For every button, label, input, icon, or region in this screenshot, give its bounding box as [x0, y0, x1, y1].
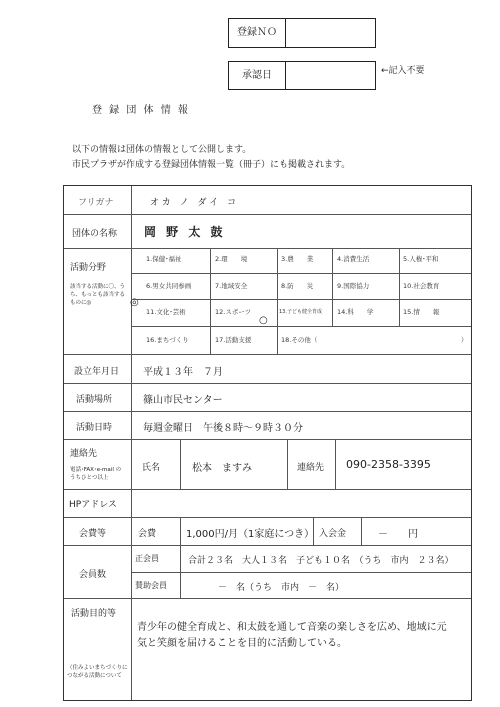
field-18-close: ）: [461, 336, 468, 344]
contact-note: 電話･FAX･e-mail のうちひとつ以上: [70, 467, 122, 481]
founded-value[interactable]: 平成１３年 ７月: [143, 367, 223, 378]
schedule-label: 活動日時: [76, 423, 113, 433]
field-grid: [131, 248, 471, 354]
place-value[interactable]: 篠山市民センター: [143, 395, 223, 406]
purpose-value-line-2[interactable]: 気と笑顔を届けることを目的に活動している。: [137, 638, 347, 649]
hp-label: HPアドレス: [69, 500, 117, 510]
purpose-note: （住みよいまちづくりにつながる活動について: [67, 665, 128, 679]
field-3[interactable]: 3.農 業: [281, 255, 314, 263]
contact-label: 連絡先: [70, 449, 98, 459]
approval-date-box: [228, 61, 376, 90]
field-18[interactable]: 18.その他（: [281, 336, 318, 344]
notice-line-2: 市民プラザが作成する登録団体情報一覧（冊子）にも掲載されます。: [72, 160, 351, 170]
schedule-value[interactable]: 毎週金曜日 午後８時～９時３０分: [143, 423, 303, 434]
purpose-label: 活動目的等: [71, 609, 117, 619]
approval-date-label: 承認日: [229, 62, 286, 89]
entry-fee-label: 入会金: [319, 529, 347, 539]
mark-single: ○: [259, 315, 268, 326]
field-9[interactable]: 9.国際協力: [337, 282, 370, 290]
contact-name-label: 氏名: [142, 463, 161, 473]
reg-no-box: [228, 18, 376, 48]
fee-label: 会費: [138, 529, 157, 539]
founded-label: 設立年月日: [74, 367, 120, 377]
no-entry-note: ←記入不要: [381, 66, 425, 76]
support-label: 賛助会員: [135, 581, 167, 590]
place-label: 活動場所: [76, 395, 113, 405]
regular-label: 正会員: [135, 554, 159, 563]
support-value[interactable]: － 名（うち 市内 － 名）: [218, 583, 345, 593]
fees-label: 会費等: [79, 529, 107, 539]
field-6[interactable]: 6.男女共同参画: [146, 282, 192, 290]
field-10[interactable]: 10.社会教育: [403, 282, 440, 290]
name-value[interactable]: 岡 野 太 鼓: [144, 225, 226, 239]
page-title: 登 録 団 体 情 報: [92, 105, 190, 116]
field-1[interactable]: 1.保健･福祉: [146, 255, 182, 263]
registration-form: [63, 185, 472, 701]
field-7[interactable]: 7.地域安全: [215, 282, 248, 290]
field-label: 活動分野: [70, 263, 107, 273]
name-label: 団体の名称: [72, 229, 118, 239]
field-8[interactable]: 8.防 災: [281, 282, 314, 290]
field-15[interactable]: 15.情 報: [403, 308, 440, 316]
field-note: 該当する活動に〇、うち、もっとも該当するものに◎: [70, 284, 126, 306]
mark-double: ◎: [130, 297, 139, 308]
contact-tel-value[interactable]: 090-2358-3395: [346, 458, 431, 471]
field-12[interactable]: 12.スポーツ: [215, 308, 252, 316]
regular-value[interactable]: 合計２３名 大人１３名 子ども１０名 （うち 市内 ２３名）: [188, 556, 454, 566]
field-16[interactable]: 16.まちづくり: [146, 336, 189, 344]
furigana-label: フリガナ: [78, 198, 114, 208]
field-2[interactable]: 2.環 境: [215, 255, 248, 263]
field-4[interactable]: 4.消費生活: [337, 255, 370, 263]
field-14[interactable]: 14.科 学: [337, 308, 374, 316]
field-17[interactable]: 17.活動支援: [215, 336, 252, 344]
field-13[interactable]: 13.子ども健全育成: [279, 309, 322, 315]
members-label: 会員数: [79, 570, 107, 580]
entry-fee-value[interactable]: － 円: [378, 529, 418, 540]
notice-line-1: 以下の情報は団体の情報として公開します。: [72, 145, 252, 155]
field-5[interactable]: 5.人権･平和: [403, 255, 439, 263]
purpose-value-line-1[interactable]: 青少年の健全育成と、和太鼓を通して音楽の楽しさを広め、地域に元: [137, 622, 447, 633]
contact-tel-label: 連絡先: [297, 463, 325, 473]
furigana-value[interactable]: オカ ノ ダイ コ: [150, 198, 240, 208]
fee-value[interactable]: 1,000円/月（1家庭につき）: [186, 529, 315, 540]
reg-no-label: 登録ＮＯ: [229, 19, 286, 47]
contact-name-value[interactable]: 松本 ますみ: [192, 463, 252, 474]
field-11[interactable]: 11.文化･芸術: [146, 308, 186, 316]
